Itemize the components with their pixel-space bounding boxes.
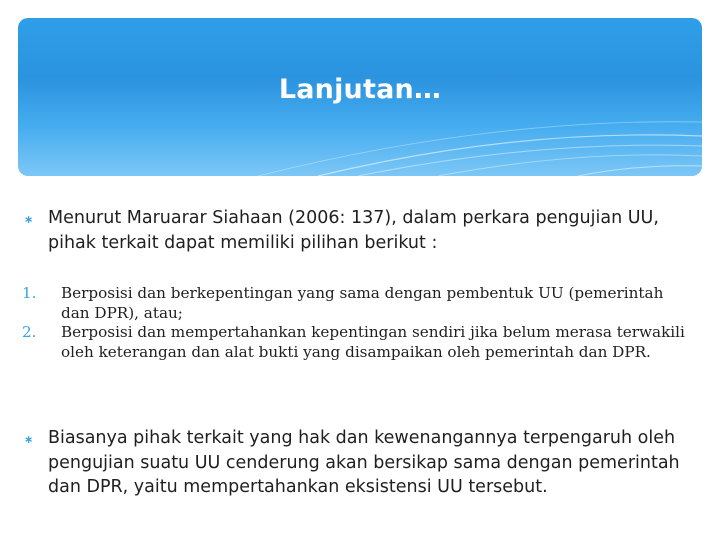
slide-title: Lanjutan…: [278, 74, 442, 105]
intro-paragraph: [24, 206, 684, 255]
list-item-text: Berposisi dan mempertahankan kepentingan sendiri jika belum merasa terwakili oleh keterangan dan alat bukti yang disampaikan oleh pemerintah dan DPR.: [61, 323, 685, 361]
bullet-star-icon: ∗: [24, 213, 34, 226]
options-list: [22, 284, 692, 362]
list-item-text: Berposisi dan berkepentingan yang sama dengan pembentuk UU (pemerintah dan DPR), atau;: [61, 284, 664, 322]
title-banner: [18, 18, 702, 176]
intro-text: Menurut Maruarar Siahaan (2006: 137), dalam perkara pengujian UU, pihak terkait dapat memiliki pilihan berikut :: [48, 208, 659, 253]
list-item: [22, 323, 692, 362]
list-number: 1.: [22, 284, 37, 302]
closing-paragraph: [24, 426, 684, 500]
list-item: [22, 284, 692, 323]
bullet-star-icon: ∗: [24, 433, 34, 446]
closing-text: Biasanya pihak terkait yang hak dan kewenangannya terpengaruh oleh pengujian suatu UU cenderung akan bersikap sama dengan pemerintah dan DPR, yaitu mempertahankan eksistensi UU tersebut.: [48, 428, 680, 497]
list-number: 2.: [22, 323, 37, 341]
